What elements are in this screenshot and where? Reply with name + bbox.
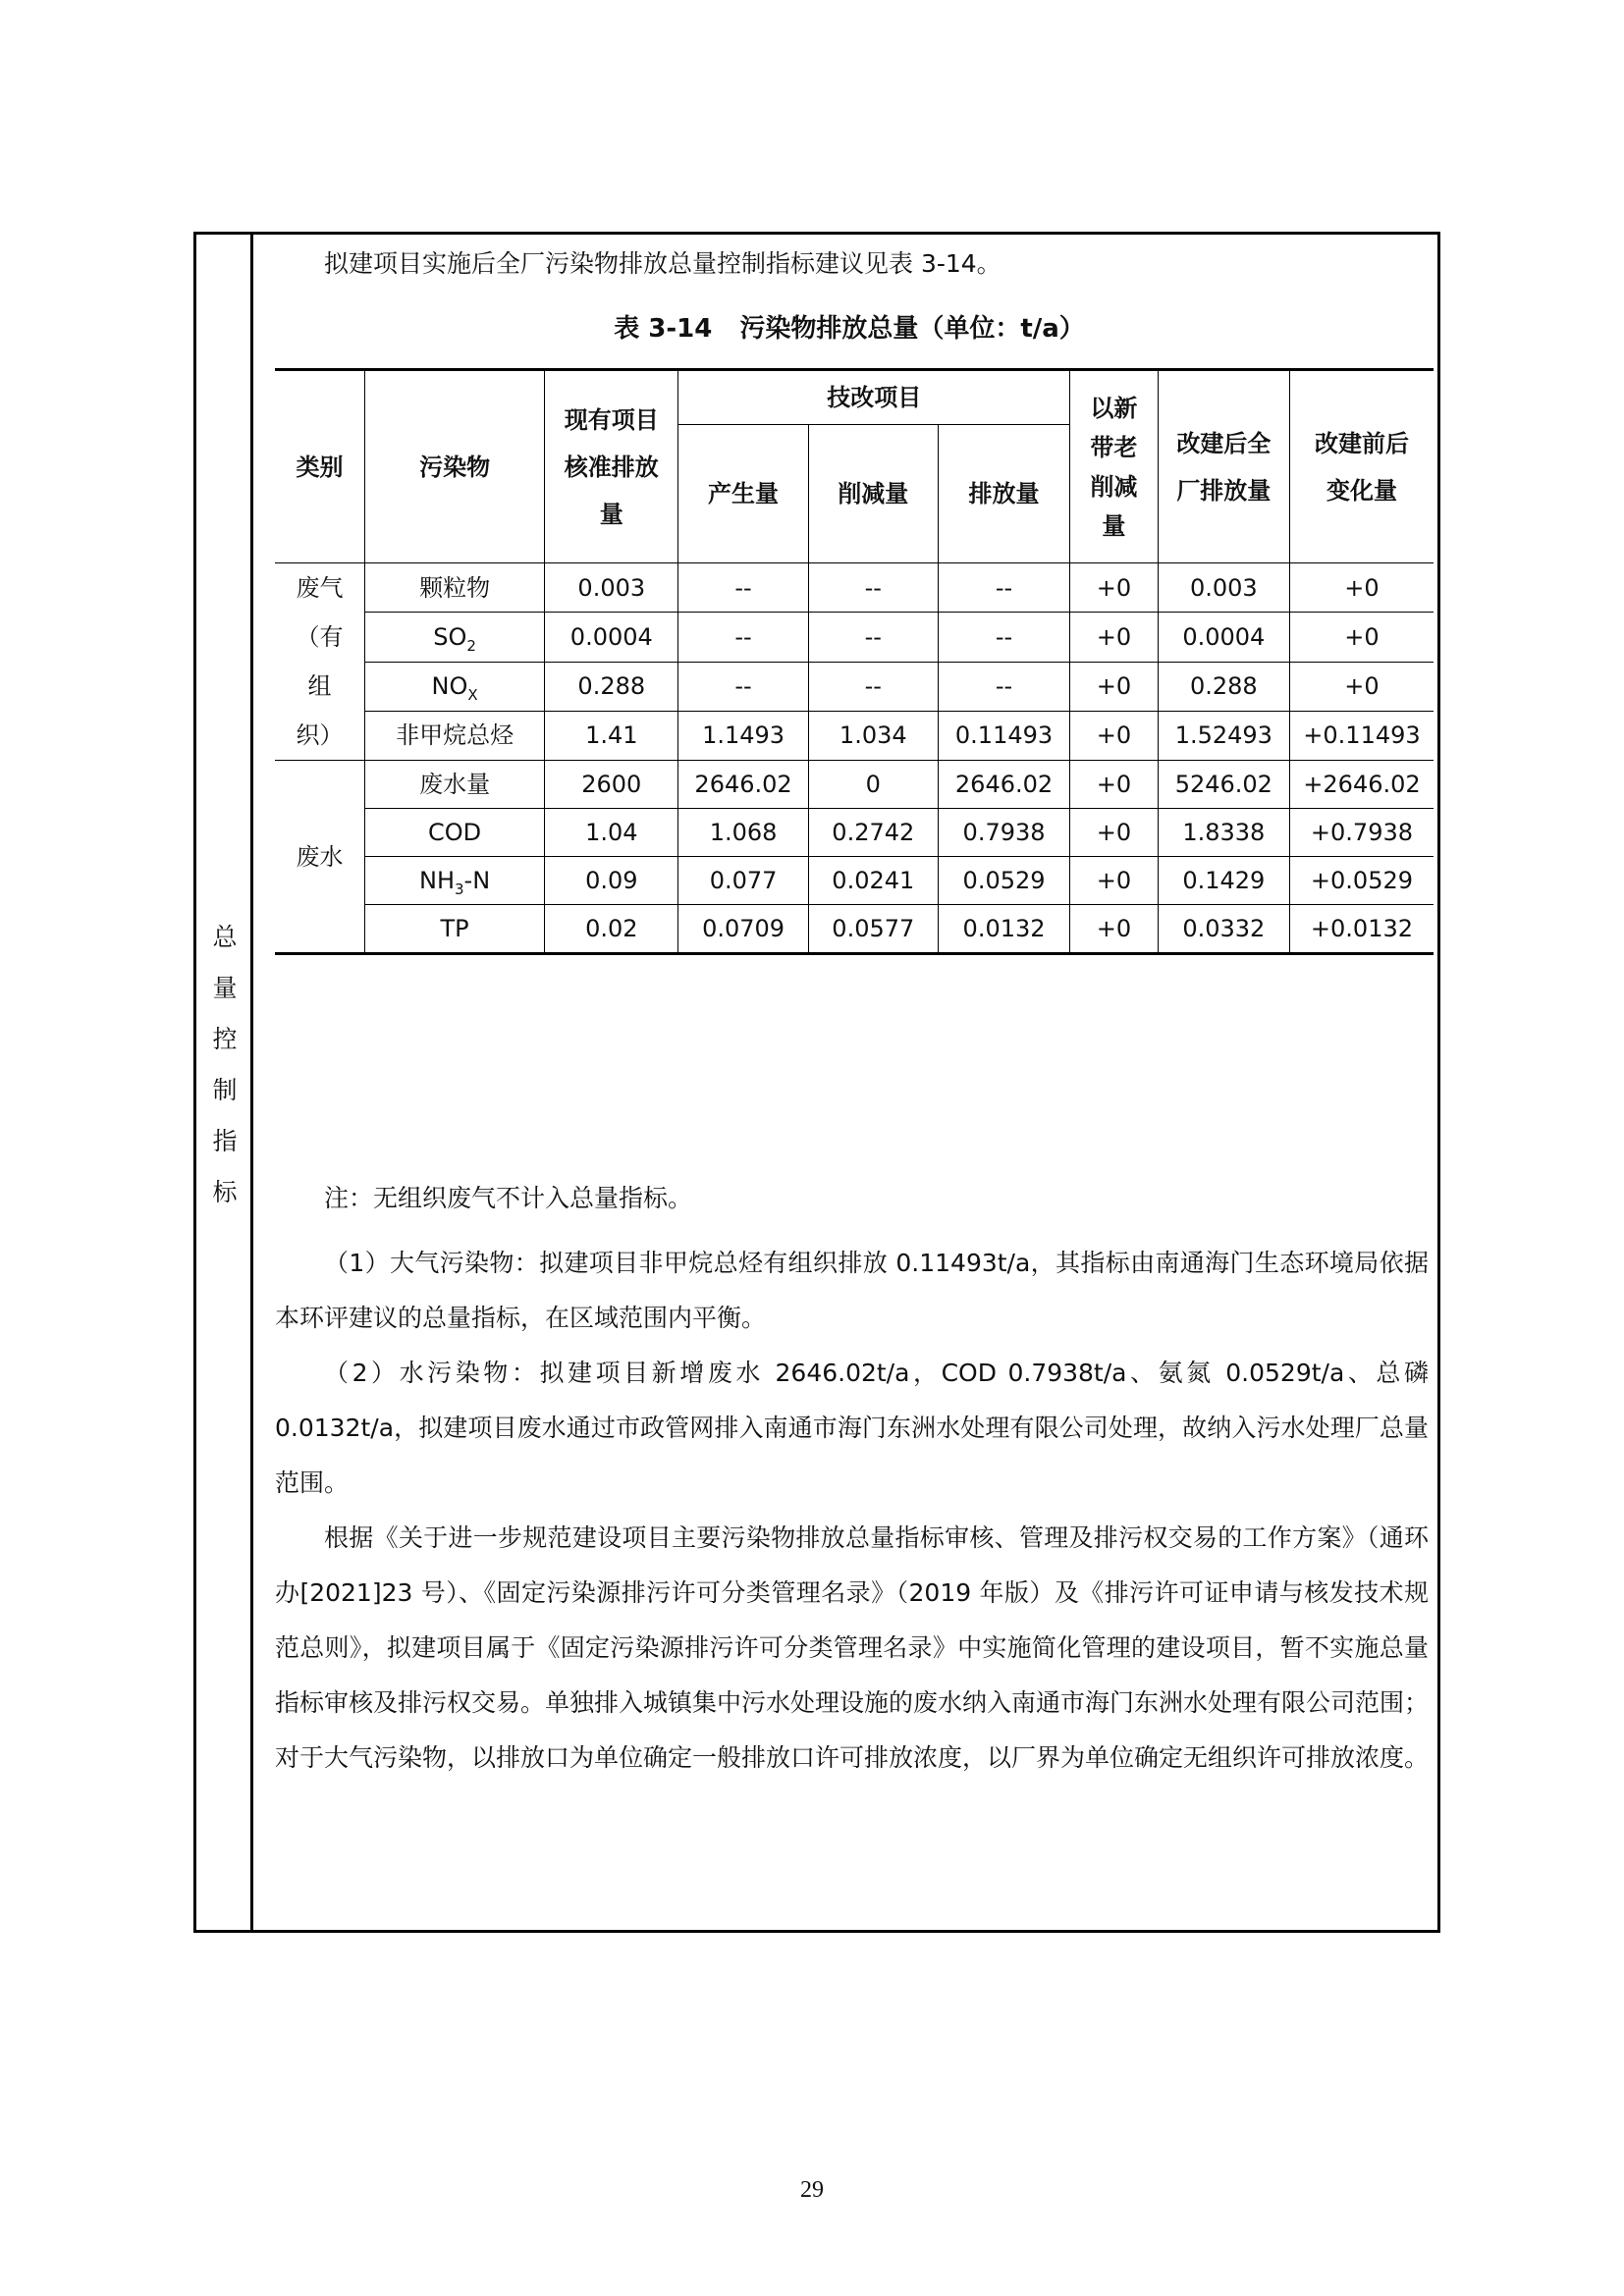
value-cell: 0.02 [545, 905, 678, 954]
table-row [275, 563, 1434, 613]
value-cell: -- [678, 563, 808, 613]
value-cell: +0.0132 [1289, 905, 1434, 954]
value-cell: 0.003 [1158, 563, 1289, 613]
value-cell: +0 [1070, 563, 1159, 613]
value-cell: 0.0241 [808, 857, 938, 905]
category-water: 废水 [275, 761, 365, 954]
side-label-char: 制 [212, 1076, 238, 1104]
value-cell: +0 [1070, 662, 1159, 711]
value-cell: +0 [1070, 905, 1159, 954]
value-cell: +2646.02 [1289, 761, 1434, 809]
pollutant-cell: 非甲烷总烃 [365, 711, 545, 760]
value-cell: 0.1429 [1158, 857, 1289, 905]
pollutant-cell: 颗粒物 [365, 563, 545, 613]
value-cell: 0.077 [678, 857, 808, 905]
value-cell: 1.068 [678, 809, 808, 857]
header-pollutant: 污染物 [365, 370, 545, 563]
pollutant-cell: TP [365, 905, 545, 954]
table-body [275, 563, 1434, 954]
value-cell: +0 [1289, 662, 1434, 711]
value-cell: 1.034 [808, 711, 938, 760]
table-note: 注：无组织废气不计入总量指标。 [324, 1184, 693, 1212]
value-cell: +0 [1070, 857, 1159, 905]
pollutant-cell: 废水量 [365, 761, 545, 809]
value-cell: 0.288 [1158, 662, 1289, 711]
side-label-char: 指 [212, 1127, 238, 1155]
table-row [275, 761, 1434, 809]
value-cell: 0 [808, 761, 938, 809]
value-cell: 0.0132 [938, 905, 1069, 954]
table-title-text: 污染物排放总量（单位：t/a） [739, 314, 1085, 344]
value-cell: 2646.02 [678, 761, 808, 809]
value-cell: 1.1493 [678, 711, 808, 760]
side-label-char: 量 [212, 974, 238, 1002]
table-row [275, 905, 1434, 954]
header-existing: 现有项目 核准排放 量 [545, 370, 678, 563]
table-row [275, 662, 1434, 711]
value-cell: -- [938, 662, 1069, 711]
value-cell: 0.0529 [938, 857, 1069, 905]
header-old-reduction: 以新 带老 削减 量 [1070, 370, 1159, 563]
pollutant-cell: $SO_2$ [365, 613, 545, 662]
emission-table [275, 368, 1434, 955]
table-row [275, 809, 1434, 857]
value-cell: 0.0004 [545, 613, 678, 662]
value-cell: 1.04 [545, 809, 678, 857]
value-cell: 0.0709 [678, 905, 808, 954]
value-cell: +0 [1070, 761, 1159, 809]
value-cell: -- [808, 613, 938, 662]
value-cell: -- [808, 563, 938, 613]
intro-text: 拟建项目实施后全厂污染物排放总量控制指标建议见表 3-14。 [324, 249, 1001, 278]
value-cell: 0.09 [545, 857, 678, 905]
value-cell: 0.0004 [1158, 613, 1289, 662]
side-label [196, 912, 253, 1218]
value-cell: +0.7938 [1289, 809, 1434, 857]
value-cell: 1.52493 [1158, 711, 1289, 760]
table-row [275, 711, 1434, 760]
table-title [275, 309, 1424, 348]
header-category: 类别 [275, 370, 365, 563]
value-cell: -- [808, 662, 938, 711]
value-cell: +0 [1289, 613, 1434, 662]
value-cell: 0.0332 [1158, 905, 1289, 954]
value-cell: +0.0529 [1289, 857, 1434, 905]
value-cell: 2600 [545, 761, 678, 809]
header-change: 改建前后 变化量 [1289, 370, 1434, 563]
paragraph-air: （1）大气污染物：拟建项目非甲烷总烃有组织排放 0.11493t/a，其指标由南通海门生态环境局依据本环评建议的总量指标，在区域范围内平衡。 [275, 1249, 1429, 1332]
value-cell: 0.003 [545, 563, 678, 613]
value-cell: 5246.02 [1158, 761, 1289, 809]
value-cell: +0 [1289, 563, 1434, 613]
page-number: 29 [800, 2177, 824, 2203]
value-cell: 2646.02 [938, 761, 1069, 809]
value-cell: 0.288 [545, 662, 678, 711]
value-cell: +0 [1070, 809, 1159, 857]
header-emitted: 排放量 [938, 425, 1069, 563]
value-cell: 1.41 [545, 711, 678, 760]
form-frame [193, 232, 1440, 1933]
value-cell: -- [678, 662, 808, 711]
pollutant-cell: COD [365, 809, 545, 857]
table-row [275, 613, 1434, 662]
header-after: 改建后全 厂排放量 [1158, 370, 1289, 563]
value-cell: -- [938, 613, 1069, 662]
table-row [275, 857, 1434, 905]
value-cell: +0 [1070, 613, 1159, 662]
pollutant-cell: $NO_X$ [365, 662, 545, 711]
category-gas: 废气 （有 组 织） [275, 563, 365, 761]
table-number: 表 3-14 [614, 314, 713, 344]
header-reduced: 削减量 [808, 425, 938, 563]
side-label-char: 标 [212, 1178, 238, 1206]
header-produced: 产生量 [678, 425, 808, 563]
value-cell: 0.7938 [938, 809, 1069, 857]
value-cell: -- [678, 613, 808, 662]
value-cell: +0.11493 [1289, 711, 1434, 760]
value-cell: 1.8338 [1158, 809, 1289, 857]
value-cell: -- [938, 563, 1069, 613]
side-label-char: 控 [212, 1025, 238, 1053]
header-tech-group: 技改项目 [678, 370, 1070, 425]
pollutant-cell: $NH_3-N$ [365, 857, 545, 905]
value-cell: +0 [1070, 711, 1159, 760]
value-cell: 0.11493 [938, 711, 1069, 760]
value-cell: 0.2742 [808, 809, 938, 857]
paragraph-water: （2）水污染物：拟建项目新增废水 2646.02t/a，COD 0.7938t/a、氨氮 0.0529t/a、总磷 0.0132t/a，拟建项目废水通过市政管网排入南通市海门东洲水处理有限公司处理，故纳入污水处理厂总量范围。 [275, 1359, 1429, 1497]
value-cell: 0.0577 [808, 905, 938, 954]
paragraph-basis: 根据《关于进一步规范建设项目主要污染物排放总量指标审核、管理及排污权交易的工作方案》（通环办[2021]23 号）、《固定污染源排污许可分类管理名录》（2019 年版）及《排污许可证申请与核发技术规范总则》，拟建项目属于《固定污染源排污许可分类管理名录》中实施简化管理的建设项目，暂不实施总量指标审核及排污权交易。单独排入城镇集中污水处理设施的废水纳入南通市海门东洲水处理有限公司范围；对于大气污染物，以排放口为单位确定一般排放口许可排放浓度，以厂界为单位确定无组织许可排放浓度。 [275, 1523, 1430, 1772]
side-label-column [196, 235, 253, 1930]
side-label-char: 总 [212, 923, 238, 951]
